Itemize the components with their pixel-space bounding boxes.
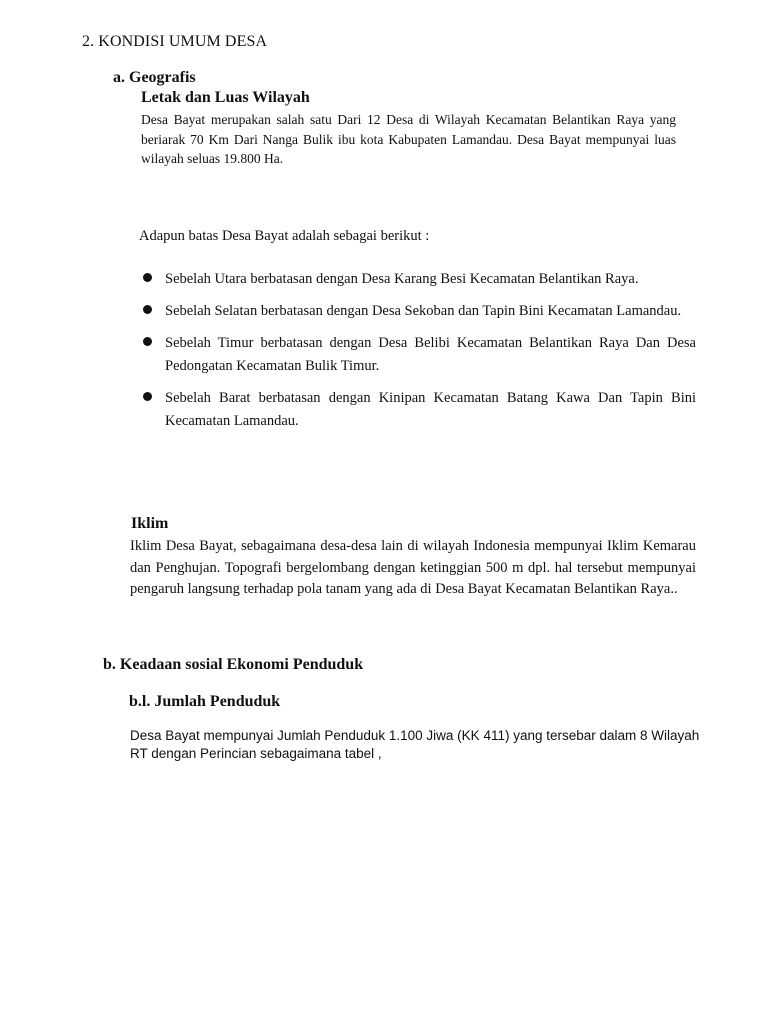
iklim-paragraph: Iklim Desa Bayat, sebagaimana desa-desa lain di wilayah Indonesia mempunyai Iklim Kemarau dan Penghujan. Topografi bergelombang dengan ketinggian 500 m dpl. hal tersebut mempunyai pengaruh langsung terhadap pola tanam yang ada di Desa Bayat Kecamatan Belantikan Raya.. [130,538,696,597]
bullet-icon [143,305,152,314]
letak-luas-heading: Letak dan Luas Wilayah [141,89,310,106]
list-item [140,332,696,378]
jumlah-penduduk-heading: b.l. Jumlah Penduduk [129,693,281,710]
sosial-ekonomi-heading: b. Keadaan sosial Ekonomi Penduduk [103,656,364,673]
section-heading: 2. KONDISI UMUM DESA [82,33,268,50]
list-item-text: Sebelah Timur berbatasan dengan Desa Belibi Kecamatan Belantikan Raya Dan Desa Pedongatan Kecamatan Bulik Timur. [165,335,696,374]
geografis-heading: a. Geografis [113,69,196,86]
list-item [140,268,696,291]
bullet-icon [143,392,152,401]
batas-intro: Adapun batas Desa Bayat adalah sebagai berikut : [139,228,430,244]
list-item [140,300,696,323]
list-item-text: Sebelah Selatan berbatasan dengan Desa Sekoban dan Tapin Bini Kecamatan Lamandau. [165,303,682,319]
list-item-text: Sebelah Barat berbatasan dengan Kinipan Kecamatan Batang Kawa Dan Tapin Bini Kecamatan Lamandau. [165,390,696,429]
bullet-icon [143,337,152,346]
geografis-paragraph: Desa Bayat merupakan salah satu Dari 12 Desa di Wilayah Kecamatan Belantikan Raya yang beriarak 70 Km Dari Nanga Bulik ibu kota Kabupaten Lamandau. Desa Bayat mempunyai luas wilayah seluas 19.800 Ha. [141,112,676,166]
list-item-text: Sebelah Utara berbatasan dengan Desa Karang Besi Kecamatan Belantikan Raya. [165,271,639,287]
batas-list [140,268,696,442]
iklim-heading: Iklim [131,515,169,532]
jumlah-penduduk-paragraph: Desa Bayat mempunyai Jumlah Penduduk 1.100 Jiwa (KK 411) yang tersebar dalam 8 Wilayah RT dengan Perincian sebagaimana tabel , [130,728,700,761]
bullet-icon [143,273,152,282]
list-item [140,387,696,433]
